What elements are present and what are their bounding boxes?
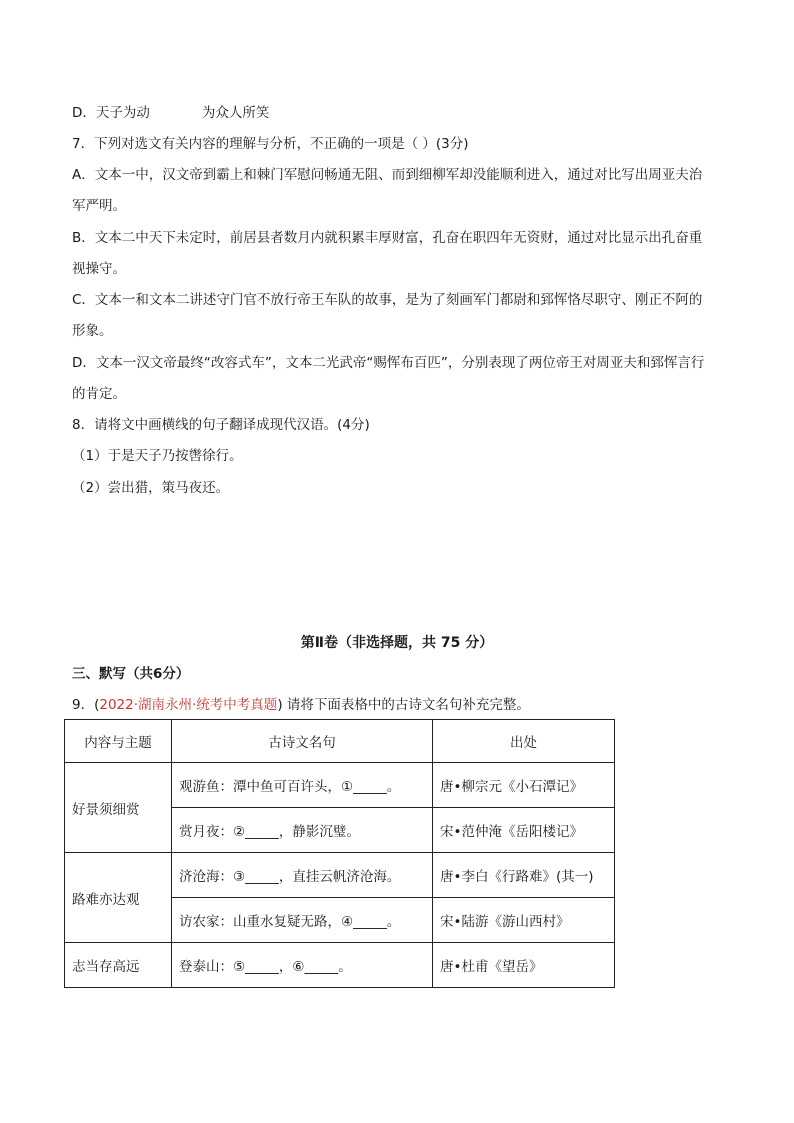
option-d-line <box>72 104 269 122</box>
question-9-close: ) <box>277 697 283 713</box>
option-d-right: 为众人所笑 <box>201 105 270 121</box>
question-8: 8．请将文中画横线的句子翻译成现代汉语。(4分) <box>72 417 370 433</box>
verse-cell: 济沧海：③_____，直挂云帆济沧海。 <box>172 853 433 898</box>
table-row <box>65 943 615 988</box>
section-3-heading: 三、默写（共6分） <box>72 666 190 682</box>
question-7-option-a-line2: 军严明。 <box>72 198 126 214</box>
verse-cell: 观游鱼：潭中鱼可百许头，①_____。 <box>172 763 433 808</box>
question-9-text: 请将下面表格中的古诗文名句补充完整。 <box>286 697 530 713</box>
question-9-source: 2022·湖南永州·统考中考真题 <box>99 697 278 713</box>
question-7-option-a-line1: A．文本一中，汉文帝到霸上和棘门军慰问畅通无阻、而到细柳军却没能顺利进入，通过对比写出周亚夫治 <box>72 167 703 183</box>
question-9 <box>72 696 530 714</box>
question-7-option-b-line2: 视操守。 <box>72 261 126 277</box>
question-7-option-c-line1: C．文本一和文本二讲述守门官不放行帝王车队的故事，是为了刻画军门都尉和郅恽恪尽职守、刚正不阿的 <box>72 292 703 308</box>
header-theme: 内容与主题 <box>65 720 172 763</box>
header-source: 出处 <box>433 720 615 763</box>
poem-table <box>64 719 615 988</box>
table-row <box>65 763 615 808</box>
source-cell: 唐•李白《行路难》(其一) <box>433 853 615 898</box>
theme-cell: 路难亦达观 <box>65 853 172 943</box>
source-cell: 宋•范仲淹《岳阳楼记》 <box>433 808 615 853</box>
verse-cell: 登泰山：⑤_____，⑥_____。 <box>172 943 433 988</box>
table-row <box>65 853 615 898</box>
theme-cell: 好景须细赏 <box>65 763 172 853</box>
question-7-option-b-line1: B．文本二中天下未定时，前居县者数月内就积累丰厚财富，孔奋在职四年无资财，通过对比显示出孔奋重 <box>72 230 703 246</box>
verse-cell: 赏月夜：②_____，静影沉璧。 <box>172 808 433 853</box>
question-7-option-c-line2: 形象。 <box>72 323 113 339</box>
question-9-number: 9．( <box>72 697 100 713</box>
verse-cell: 访农家：山重水复疑无路，④_____。 <box>172 898 433 943</box>
header-verse: 古诗文名句 <box>172 720 433 763</box>
option-d-left: D．天子为动 <box>72 105 150 121</box>
source-cell: 唐•杜甫《望岳》 <box>433 943 615 988</box>
theme-cell: 志当存高远 <box>65 943 172 988</box>
question-7-option-d-line1: D．文本一汉文帝最终“改容式车”，文本二光武帝“赐恽布百匹”，分别表现了两位帝王对周亚夫和郅恽言行 <box>72 355 705 371</box>
source-cell: 宋•陆游《游山西村》 <box>433 898 615 943</box>
question-8-item-1: （1）于是天子乃按辔徐行。 <box>72 448 243 464</box>
table-header-row <box>65 720 615 763</box>
part-2-title: 第Ⅱ卷（非选择题，共 75 分） <box>300 635 494 651</box>
source-cell: 唐•柳宗元《小石潭记》 <box>433 763 615 808</box>
question-7-option-d-line2: 的肯定。 <box>72 386 126 402</box>
question-7: 7．下列对选文有关内容的理解与分析，不正确的一项是（ ）(3分) <box>72 136 469 152</box>
question-8-item-2: （2）尝出猎，策马夜还。 <box>72 480 230 496</box>
